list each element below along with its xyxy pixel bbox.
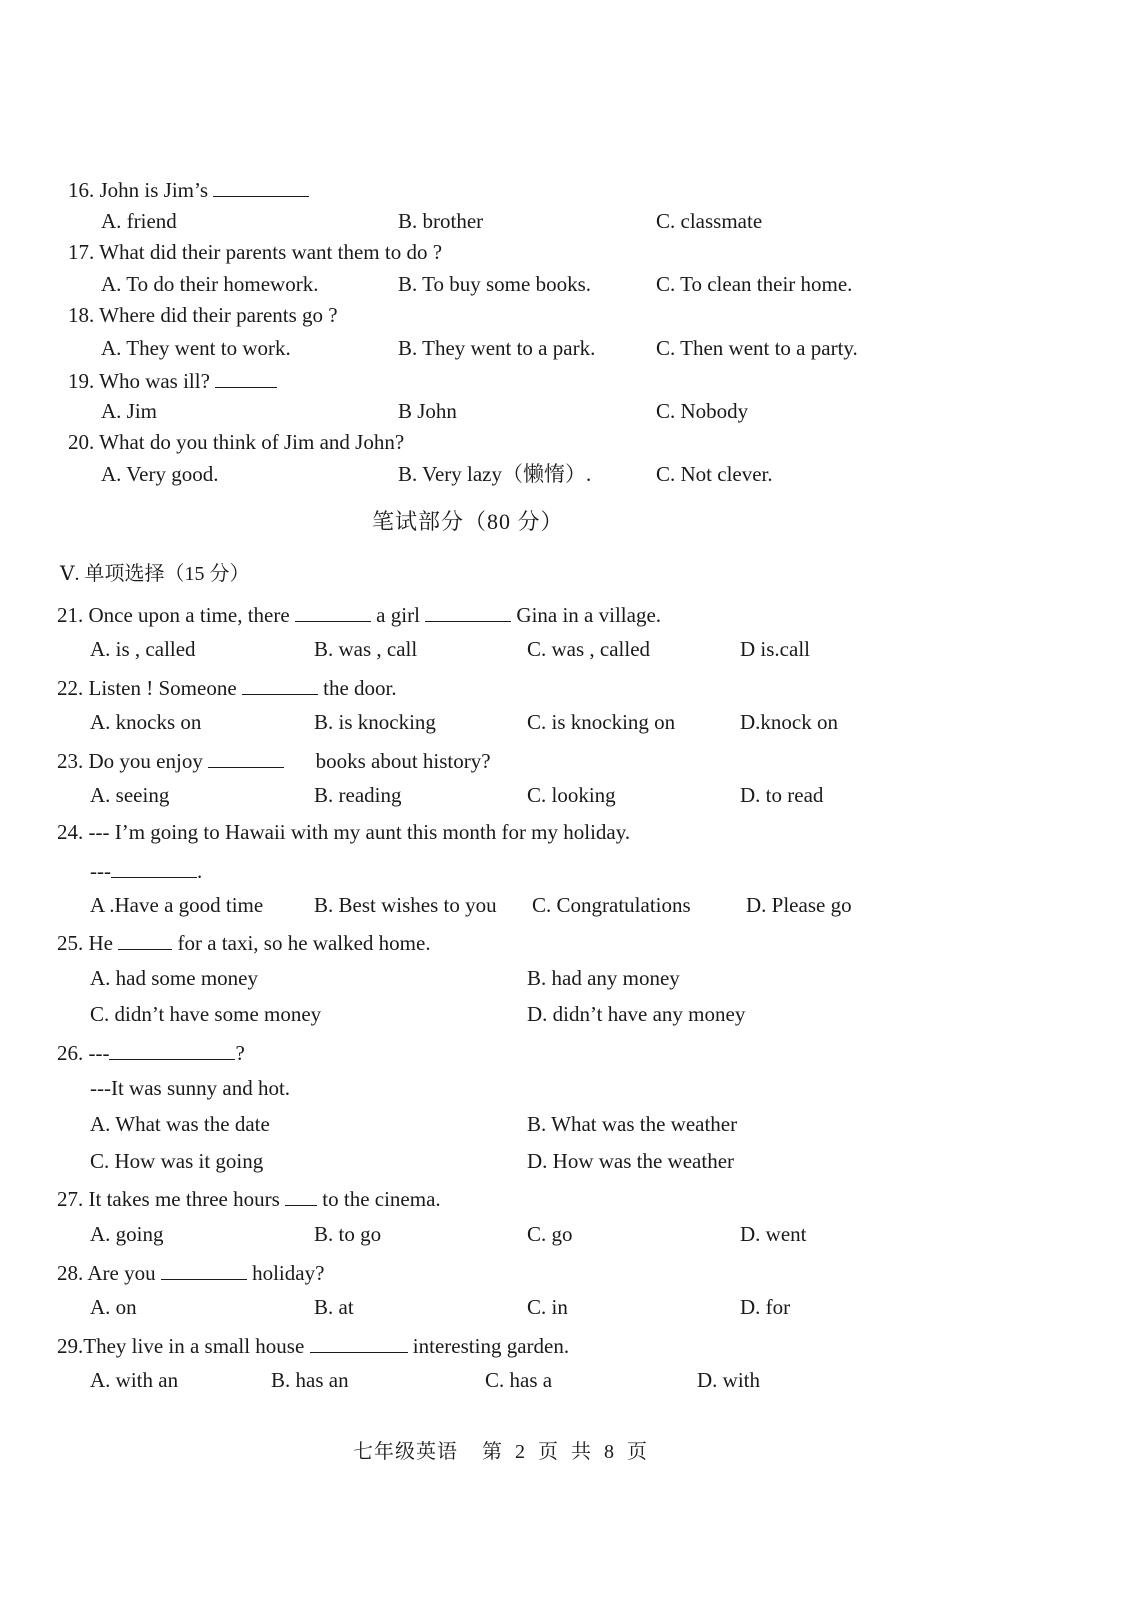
question-28: 28. Are you holiday? [57, 1261, 325, 1285]
question-29: 29.They live in a small house interesting garden. [57, 1334, 570, 1358]
q28-option-d[interactable]: D. for [740, 1295, 791, 1319]
q26-option-d[interactable]: D. How was the weather [527, 1149, 735, 1173]
q26-option-a[interactable]: A. What was the date [90, 1112, 270, 1136]
answer-blank[interactable] [208, 749, 284, 768]
question-24: 24. --- I’m going to Hawaii with my aunt this month for my holiday. [57, 820, 631, 844]
q20-option-a[interactable]: A. Very good. [101, 462, 219, 486]
question-17: 17. What did their parents want them to do ? [68, 240, 443, 264]
q27-option-b[interactable]: B. to go [314, 1222, 382, 1246]
q20-option-c[interactable]: C. Not clever. [656, 462, 773, 486]
q23-option-b[interactable]: B. reading [314, 783, 402, 807]
q21-option-b[interactable]: B. was , call [314, 637, 418, 661]
answer-blank[interactable] [310, 1334, 408, 1353]
q27-option-c[interactable]: C. go [527, 1222, 573, 1246]
answer-blank[interactable] [109, 1041, 235, 1060]
q19-option-c[interactable]: C. Nobody [656, 399, 749, 423]
q28-option-c[interactable]: C. in [527, 1295, 568, 1319]
answer-blank[interactable] [213, 178, 309, 197]
q28-option-a[interactable]: A. on [90, 1295, 137, 1319]
q20-option-b[interactable]: B. Very lazy（懒惰）. [398, 462, 592, 486]
q29-option-c[interactable]: C. has a [485, 1368, 553, 1392]
q26-option-b[interactable]: B. What was the weather [527, 1112, 738, 1136]
q17-option-b[interactable]: B. To buy some books. [398, 272, 591, 296]
answer-blank[interactable] [425, 603, 511, 622]
q22-option-d[interactable]: D.knock on [740, 710, 838, 734]
answer-blank[interactable] [111, 859, 197, 878]
q25-option-a[interactable]: A. had some money [90, 966, 258, 990]
answer-blank[interactable] [118, 931, 172, 950]
q27-option-d[interactable]: D. went [740, 1222, 807, 1246]
dialogue-response: --- . [90, 859, 203, 883]
question-25: 25. He for a taxi, so he walked home. [57, 931, 431, 955]
q19-option-a[interactable]: A. Jim [101, 399, 158, 423]
q17-option-a[interactable]: A. To do their homework. [101, 272, 319, 296]
q23-option-a[interactable]: A. seeing [90, 783, 170, 807]
q25-option-c[interactable]: C. didn’t have some money [90, 1002, 322, 1026]
written-part-title: 笔试部分（80 分） [372, 509, 564, 534]
q25-option-d[interactable]: D. didn’t have any money [527, 1002, 746, 1026]
answer-blank[interactable] [285, 1187, 317, 1206]
q21-option-a[interactable]: A. is , called [90, 637, 196, 661]
q16-option-b[interactable]: B. brother [398, 209, 484, 233]
q16-option-c[interactable]: C. classmate [656, 209, 763, 233]
q18-option-c[interactable]: C. Then went to a party. [656, 336, 858, 360]
question-22: 22. Listen ! Someone the door. [57, 676, 397, 700]
q18-option-a[interactable]: A. They went to work. [101, 336, 291, 360]
question-26: 26. --- ? [57, 1041, 245, 1065]
answer-blank[interactable] [161, 1261, 247, 1280]
answer-blank[interactable] [215, 369, 277, 388]
q26-option-c[interactable]: C. How was it going [90, 1149, 264, 1173]
question-20: 20. What do you think of Jim and John? [68, 430, 405, 454]
q24-option-c[interactable]: C. Congratulations [532, 893, 691, 917]
q19-option-b[interactable]: B John [398, 399, 457, 423]
question-19: 19. Who was ill? [68, 369, 277, 392]
dialogue-reply: ---It was sunny and hot. [90, 1076, 291, 1100]
q16-option-a[interactable]: A. friend [101, 209, 177, 233]
question-21: 21. Once upon a time, there a girl Gina in a village. [57, 603, 662, 627]
q28-option-b[interactable]: B. at [314, 1295, 354, 1319]
q29-option-d[interactable]: D. with [697, 1368, 760, 1392]
q17-option-c[interactable]: C. To clean their home. [656, 272, 853, 296]
answer-blank[interactable] [242, 676, 318, 695]
q18-option-b[interactable]: B. They went to a park. [398, 336, 596, 360]
q24-option-a[interactable]: A .Have a good time [90, 893, 264, 917]
question-27: 27. It takes me three hours to the cinema. [57, 1187, 441, 1211]
q22-option-c[interactable]: C. is knocking on [527, 710, 676, 734]
q27-option-a[interactable]: A. going [90, 1222, 164, 1246]
q25-option-b[interactable]: B. had any money [527, 966, 680, 990]
q29-option-a[interactable]: A. with an [90, 1368, 179, 1392]
q24-option-b[interactable]: B. Best wishes to you [314, 893, 497, 917]
q21-option-c[interactable]: C. was , called [527, 637, 651, 661]
q22-option-b[interactable]: B. is knocking [314, 710, 436, 734]
q22-option-a[interactable]: A. knocks on [90, 710, 202, 734]
q21-option-d[interactable]: D is.call [740, 637, 810, 661]
question-18: 18. Where did their parents go ? [68, 303, 338, 327]
page-footer: 七年级英语 第 2 页 共 8 页 [353, 1441, 648, 1463]
q23-option-c[interactable]: C. looking [527, 783, 616, 807]
question-16: 16. John is Jim’s [68, 178, 309, 201]
section-heading: Ⅴ. 单项选择（15 分） [60, 563, 250, 585]
question-23: 23. Do you enjoy books about history? [57, 749, 491, 773]
answer-blank[interactable] [295, 603, 371, 622]
q24-option-d[interactable]: D. Please go [746, 893, 852, 917]
q29-option-b[interactable]: B. has an [271, 1368, 349, 1392]
q23-option-d[interactable]: D. to read [740, 783, 824, 807]
